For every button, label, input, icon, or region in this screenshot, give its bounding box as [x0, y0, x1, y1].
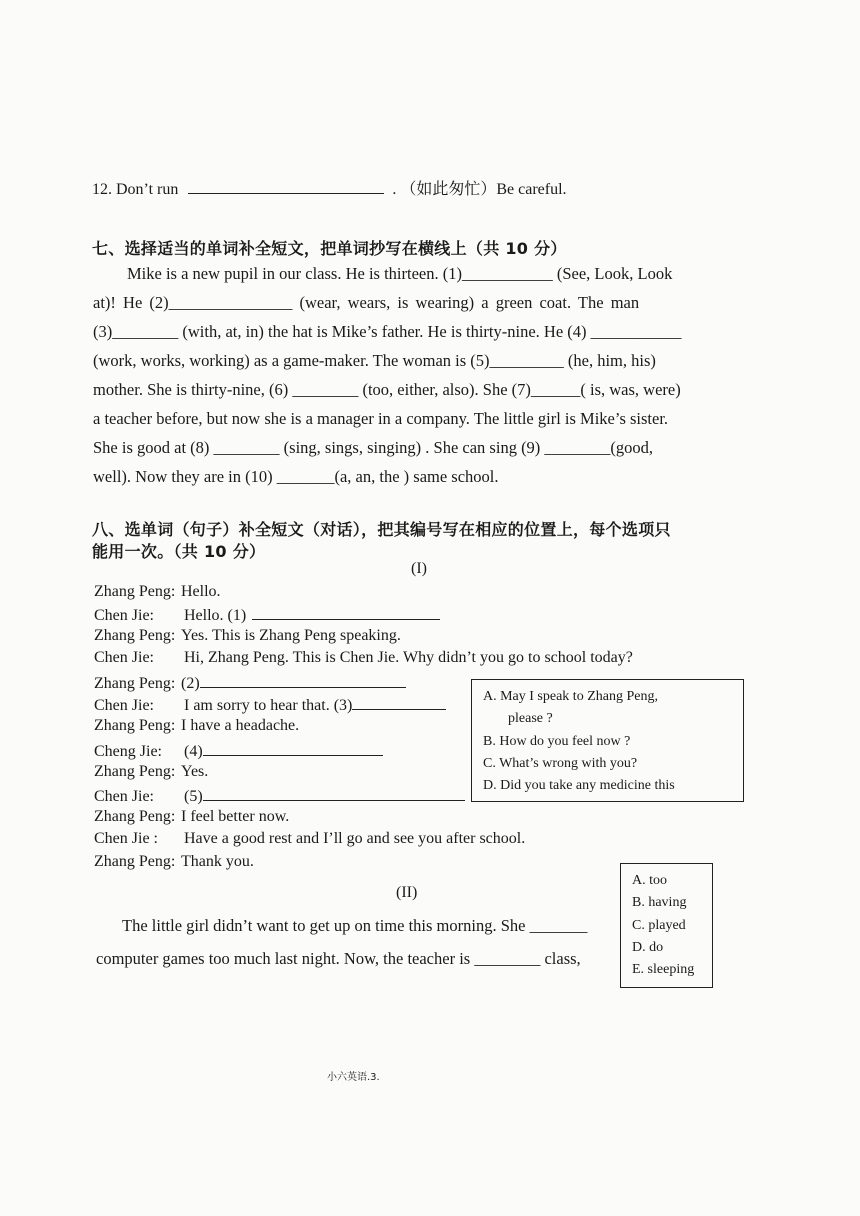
section-7-heading: 七、选择适当的单词补全短文，把单词抄写在横线上（共 10 分） [92, 239, 567, 258]
option-2-e: E. sleeping [632, 962, 695, 977]
passage-line: (3)________ (with, at, in) the hat is Mike’s father. He is thirty-nine. He (4) ___________ [93, 322, 682, 341]
utterance: Have a good rest and I’ll go and see you after school. [184, 830, 526, 847]
speaker: Zhang Peng: [94, 583, 176, 600]
dialogue-line [94, 627, 401, 645]
dialogue-line [94, 717, 299, 735]
speaker: Chen Jie: [94, 607, 154, 624]
answer-blank[interactable] [352, 695, 446, 710]
utterance: I am sorry to hear that. (3) [184, 697, 353, 714]
option-b: B. How do you feel now ? [483, 734, 631, 749]
part-2-line: computer games too much last night. Now, the teacher is ________ class, [96, 949, 581, 968]
utterance: Hello. [181, 583, 221, 600]
utterance: Thank you. [181, 853, 254, 870]
option-2-a: A. too [632, 873, 667, 888]
speaker: Zhang Peng: [94, 675, 176, 692]
utterance: (5) [184, 788, 203, 805]
speaker: Zhang Peng: [94, 763, 176, 780]
answer-blank[interactable] [188, 179, 384, 194]
passage-line: She is good at (8) ________ (sing, sings, singing) . She can sing (9) ________(good, [93, 438, 654, 457]
utterance: Hello. (1) [184, 607, 247, 624]
part-2-line: The little girl didn’t want to get up on time this morning. She _______ [122, 916, 588, 935]
dialogue-line [94, 695, 446, 715]
option-d: D. Did you take any medicine this [483, 778, 675, 793]
dialogue-line [94, 649, 633, 667]
option-c: C. What’s wrong with you? [483, 756, 638, 771]
question-12 [92, 176, 567, 199]
q12-suffix: . （如此匆忙）Be careful. [392, 181, 567, 198]
dialogue-line [94, 763, 208, 781]
utterance: Yes. This is Zhang Peng speaking. [181, 627, 401, 644]
dialogue-line [94, 830, 525, 848]
passage-line: Mike is a new pupil in our class. He is thirteen. (1)___________ (See, Look, Look [127, 264, 673, 283]
utterance: Hi, Zhang Peng. This is Chen Jie. Why didn’t you go to school today? [184, 649, 633, 666]
speaker: Zhang Peng: [94, 853, 176, 870]
passage-line: at)! He (2)_______________ (wear, wears, is wearing) a green coat. The man [93, 293, 640, 312]
dialogue-line [94, 741, 383, 761]
speaker: Zhang Peng: [94, 627, 176, 644]
utterance: Yes. [181, 763, 209, 780]
dialogue-line [94, 583, 221, 601]
dialogue-line [94, 673, 406, 693]
speaker: Zhang Peng: [94, 808, 176, 825]
part-2-label: (II) [396, 884, 418, 901]
speaker: Zhang Peng: [94, 717, 176, 734]
answer-blank[interactable] [252, 605, 440, 620]
option-a-line1: A. May I speak to Zhang Peng, [483, 689, 658, 704]
passage-line: mother. She is thirty-nine, (6) ________ (too, either, also). She (7)______( is, was, were) [93, 380, 681, 399]
dialogue-line [94, 853, 254, 871]
section-8-heading-line2: 能用一次。（共 10 分） [92, 542, 266, 561]
utterance: I have a headache. [181, 717, 300, 734]
utterance: (4) [184, 743, 203, 760]
answer-blank[interactable] [203, 741, 383, 756]
part-1-label: (I) [411, 560, 427, 577]
q12-prefix: 12. Don’t run [92, 181, 179, 198]
speaker: Chen Jie: [94, 649, 154, 666]
speaker: Chen Jie: [94, 697, 154, 714]
speaker: Chen Jie : [94, 830, 158, 847]
option-2-d: D. do [632, 940, 664, 955]
page-footer: 小六英语.3. [327, 1072, 380, 1083]
dialogue-line [94, 808, 289, 826]
speaker: Cheng Jie: [94, 743, 162, 760]
option-2-c: C. played [632, 918, 686, 933]
answer-blank[interactable] [203, 786, 465, 801]
passage-line: well). Now they are in (10) _______(a, an, the ) same school. [93, 467, 499, 486]
passage-line: (work, works, working) as a game-maker. The woman is (5)_________ (he, him, his) [93, 351, 656, 370]
answer-blank[interactable] [200, 673, 406, 688]
option-2-b: B. having [632, 895, 687, 910]
section-8-heading-line1: 八、选单词（句子）补全短文（对话），把其编号写在相应的位置上，每个选项只 [92, 520, 671, 539]
dialogue-line [94, 786, 465, 806]
utterance: (2) [181, 675, 200, 692]
dialogue-line [94, 605, 440, 625]
utterance: I feel better now. [181, 808, 290, 825]
option-a-line2: please ? [508, 711, 553, 726]
passage-line: a teacher before, but now she is a manager in a company. The little girl is Mike’s sister. [93, 409, 669, 428]
speaker: Chen Jie: [94, 788, 154, 805]
